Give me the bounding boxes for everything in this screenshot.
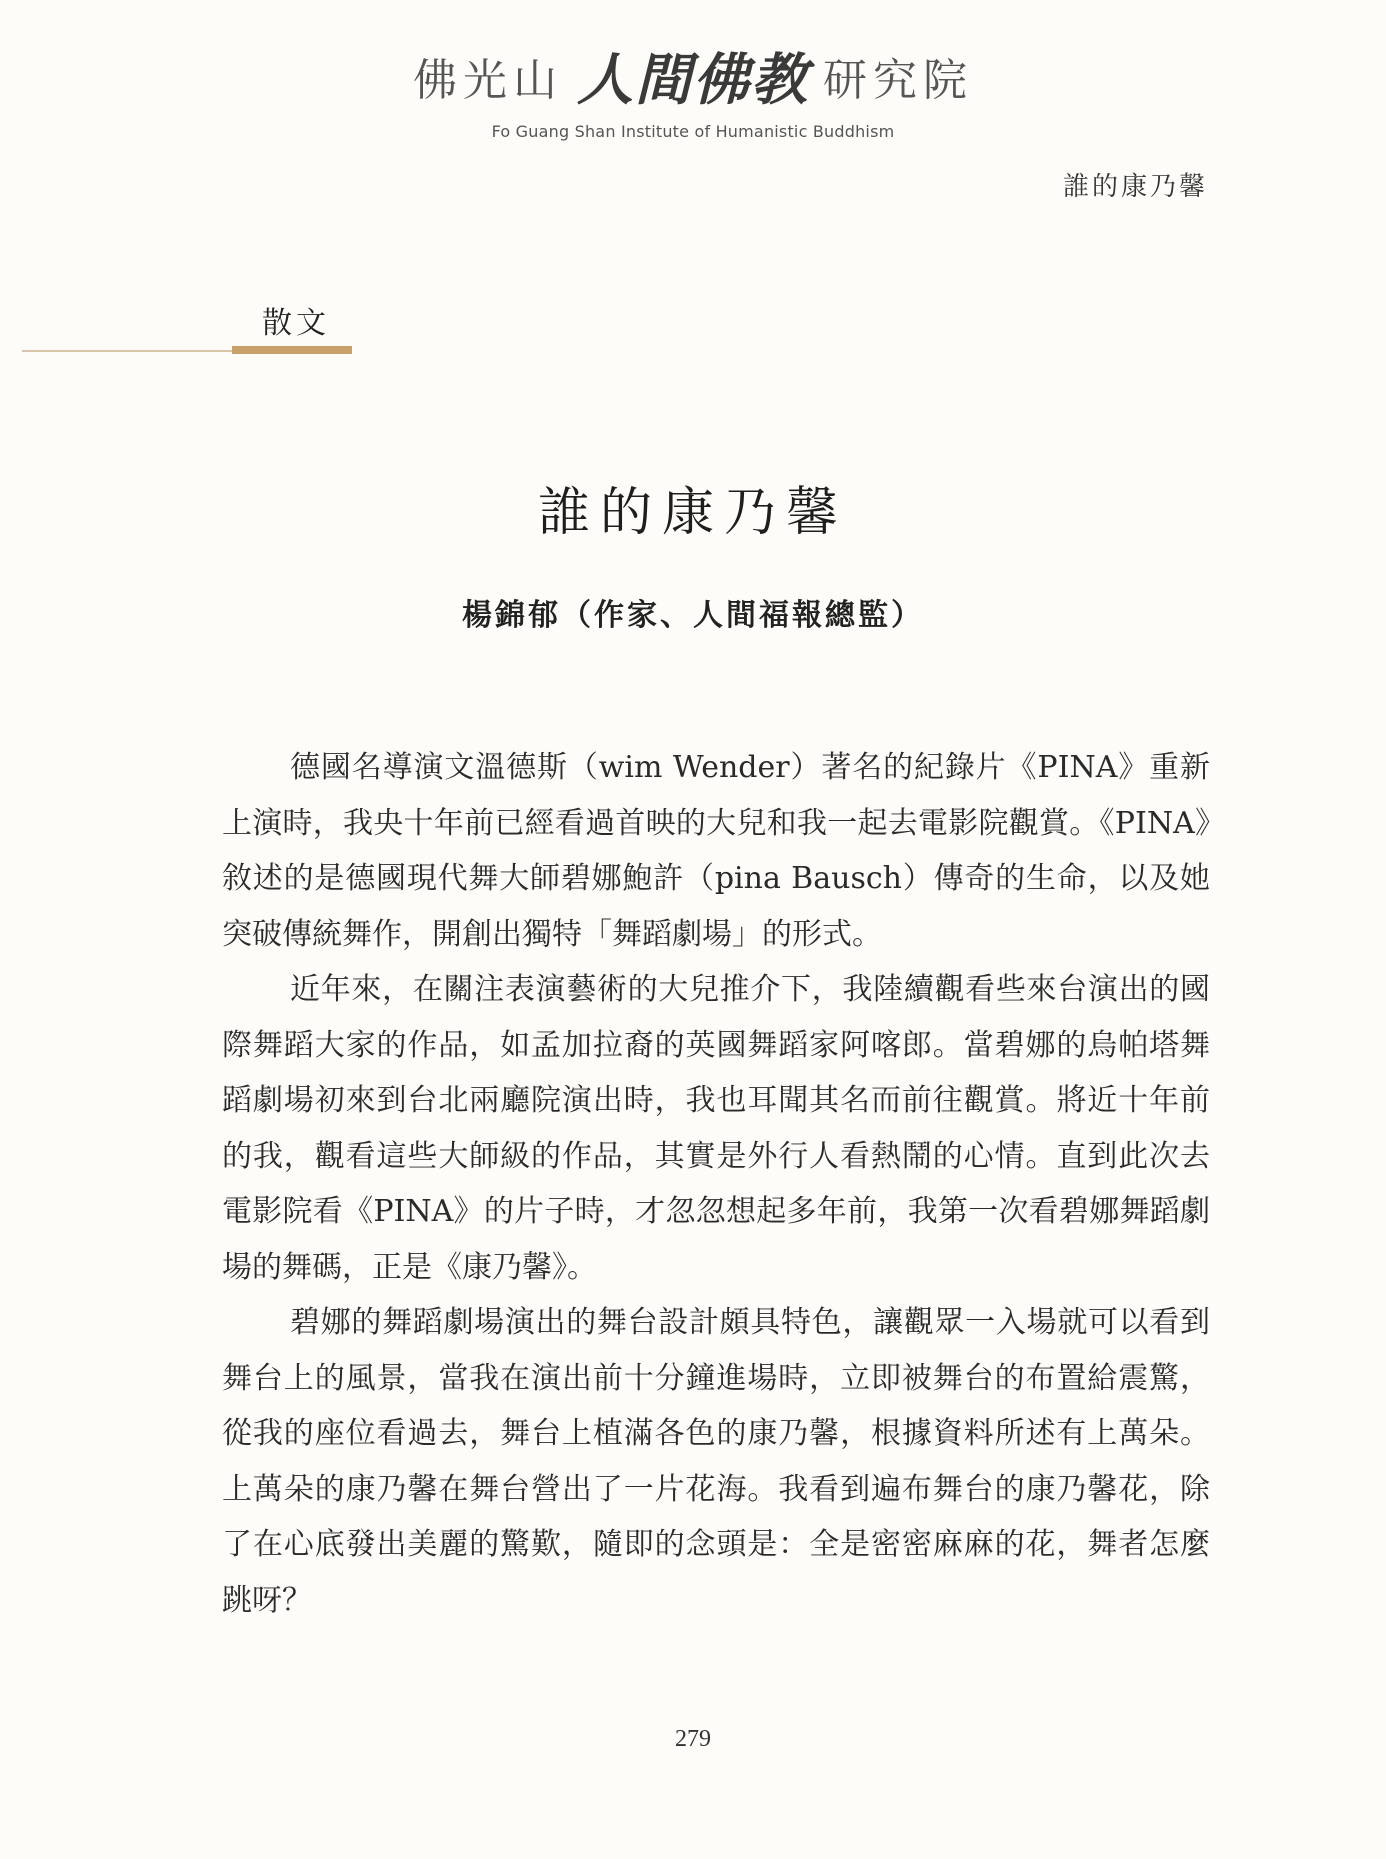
logo-right-text: 研究院	[823, 55, 973, 106]
body-paragraph: 德國名導演文溫德斯（wim Wender）著名的紀錄片《PINA》重新上演時，我央十年前已經看過首映的大兒和我一起去電影院觀賞。《PINA》敘述的是德國現代舞大師碧娜鮑許（pina Bausch）傳奇的生命，以及她突破傳統舞作，開創出獨特「舞蹈劇場」的形式。	[222, 750, 1210, 952]
article-byline: 楊錦郁（作家、人間福報總監）	[462, 598, 924, 633]
logo-subtitle: Fo Guang Shan Institute of Humanistic Buddhism	[491, 122, 895, 141]
institute-logo	[0, 36, 1386, 141]
article-title: 誰的康乃馨	[537, 483, 848, 543]
article-body	[222, 740, 1210, 1628]
section-label: 散文	[262, 306, 330, 341]
body-paragraph: 碧娜的舞蹈劇場演出的舞台設計頗具特色，讓觀眾一入場就可以看到舞台上的風景，當我在演出前十分鐘進場時，立即被舞台的布置給震驚，從我的座位看過去，舞台上植滿各色的康乃馨，根據資料所述有上萬朵。上萬朵的康乃馨在舞台營出了一片花海。我看到遍布舞台的康乃馨花，除了在心底發出美麗的驚歎，隨即的念頭是：全是密密麻麻的花，舞者怎麼跳呀？	[222, 1305, 1210, 1618]
page-number: 279	[675, 1726, 711, 1752]
logo-wordmark	[413, 36, 973, 116]
section-accent-bar	[232, 346, 352, 354]
logo-highlight-text: 人間佛教	[577, 47, 809, 113]
logo-left-text: 佛光山	[413, 55, 563, 106]
body-paragraph: 近年來，在關注表演藝術的大兒推介下，我陸續觀看些來台演出的國際舞蹈大家的作品，如孟加拉裔的英國舞蹈家阿喀郎。當碧娜的烏帕塔舞蹈劇場初來到台北兩廳院演出時，我也耳聞其名而前往觀賞。將近十年前的我，觀看這些大師級的作品，其實是外行人看熱鬧的心情。直到此次去電影院看《PINA》的片子時，才忽忽想起多年前，我第一次看碧娜舞蹈劇場的舞碼，正是《康乃馨》。	[222, 972, 1210, 1285]
running-header-title: 誰的康乃馨	[1062, 172, 1208, 202]
